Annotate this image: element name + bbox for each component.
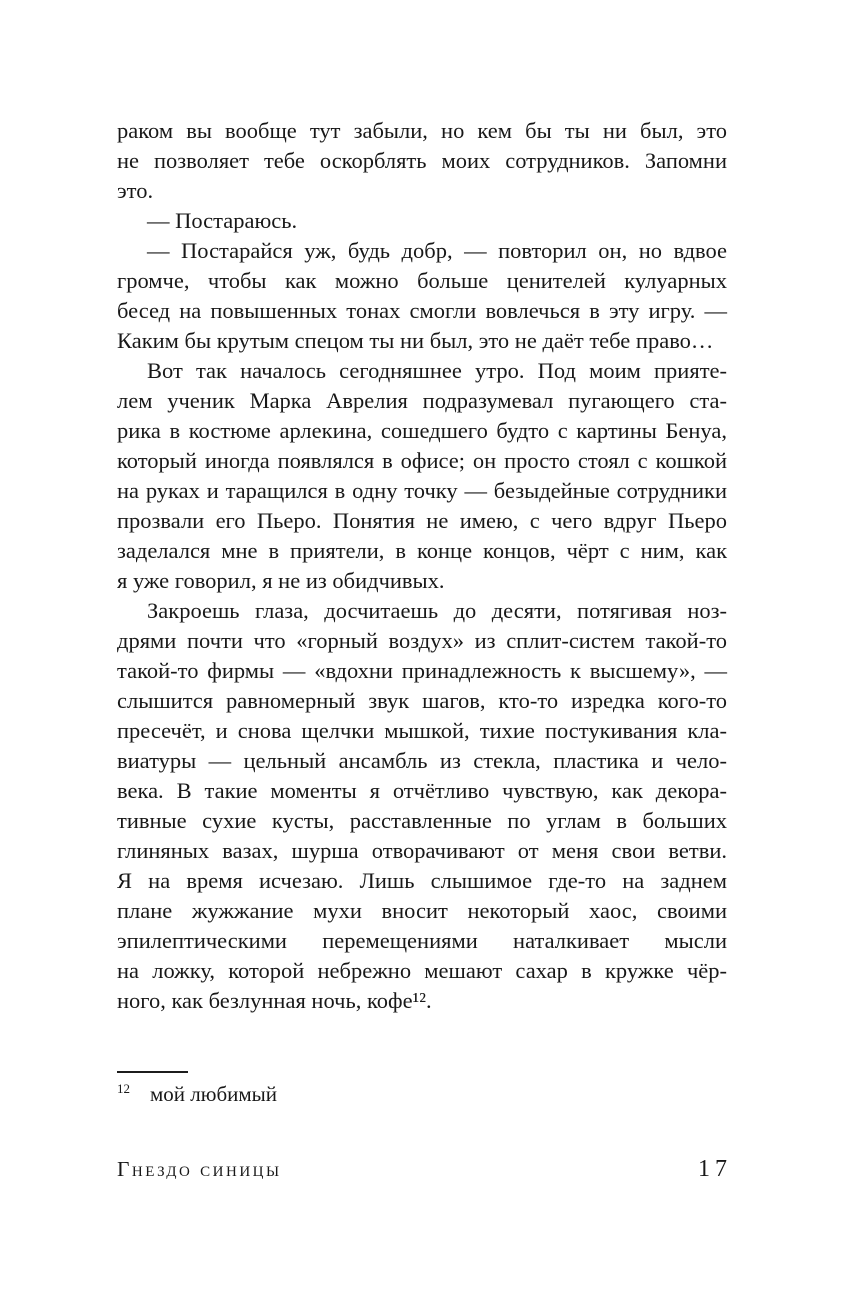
text-line: — Постарайся уж, будь добр, — повторил он, но вдвое: [147, 238, 727, 263]
paragraph: [117, 356, 727, 596]
text-line: рика в костюме арлекина, сошедшего будто с картины Бенуа,: [117, 418, 727, 443]
text-line: дрями почти что «горный воздух» из сплит-систем такой-то: [117, 628, 727, 653]
text-line: тивные сухие кусты, расставленные по углам в больших: [117, 808, 727, 833]
text-line: раком вы вообще тут забыли, но кем бы ты ни был, это: [117, 118, 727, 143]
running-title: Гнездо синицы: [117, 1157, 282, 1181]
paragraph: [117, 596, 727, 1016]
paragraph: [117, 116, 727, 206]
text-line: века. В такие моменты я отчётливо чувствую, как декора-: [117, 778, 727, 803]
text-line: это.: [117, 178, 154, 203]
text-line: лем ученик Марка Аврелия подразумевал пугающего ста-: [117, 388, 727, 413]
page-footer: [117, 1154, 732, 1184]
text-line: на руках и таращился в одну точку — безыдейные сотрудники: [117, 478, 727, 503]
footnote: [117, 1079, 727, 1109]
footnote-separator: [117, 1071, 188, 1073]
footnote-text: мой любимый: [150, 1082, 278, 1106]
text-line: Каким бы крутым спецом ты ни был, это не даёт тебе право…: [117, 328, 714, 353]
text-line: глиняных вазах, шурша отворачивают от меня свои ветви.: [117, 838, 727, 863]
text-line: бесед на повышенных тонах смогли вовлечься в эту игру. —: [117, 298, 727, 323]
footnote-marker: 12: [117, 1081, 130, 1096]
text-line: громче, чтобы как можно больше ценителей кулуарных: [117, 268, 727, 293]
text-line: прозвали его Пьеро. Понятия не имею, с чего вдруг Пьеро: [117, 508, 727, 533]
text-line: который иногда появлялся в офисе; он просто стоял с кошкой: [117, 448, 727, 473]
text-line: Я на время исчезаю. Лишь слышимое где-то на заднем: [117, 868, 727, 893]
text-line: эпилептическими перемещениями наталкивает мысли: [117, 928, 727, 953]
text-line: виатуры — цельный ансамбль из стекла, пластика и чело-: [117, 748, 727, 773]
text-line: я уже говорил, я не из обидчивых.: [117, 568, 445, 593]
paragraph: [117, 206, 727, 236]
text-line: слышится равномерный звук шагов, кто-то изредка кого-то: [117, 688, 727, 713]
page-body-text: [117, 116, 727, 1016]
text-line: плане жужжание мухи вносит некоторый хаос, своими: [117, 898, 727, 923]
text-line: ного, как безлунная ночь, кофе¹².: [117, 988, 432, 1013]
text-line: такой-то фирмы — «вдохни принадлежность к высшему», —: [117, 658, 727, 683]
text-line: не позволяет тебе оскорблять моих сотрудников. Запомни: [117, 148, 727, 173]
text-line: на ложку, которой небрежно мешают сахар в кружке чёр-: [117, 958, 727, 983]
page-number: 17: [698, 1156, 732, 1182]
paragraph: [117, 236, 727, 356]
text-line: Вот так началось сегодняшнее утро. Под моим прияте-: [147, 358, 727, 383]
text-line: пресечёт, и снова щелчки мышкой, тихие постукивания кла-: [117, 718, 727, 743]
text-line: заделался мне в приятели, в конце концов, чёрт с ним, как: [117, 538, 727, 563]
text-line: — Постараюсь.: [147, 208, 298, 233]
text-line: Закроешь глаза, досчитаешь до десяти, потягивая ноз-: [147, 598, 727, 623]
